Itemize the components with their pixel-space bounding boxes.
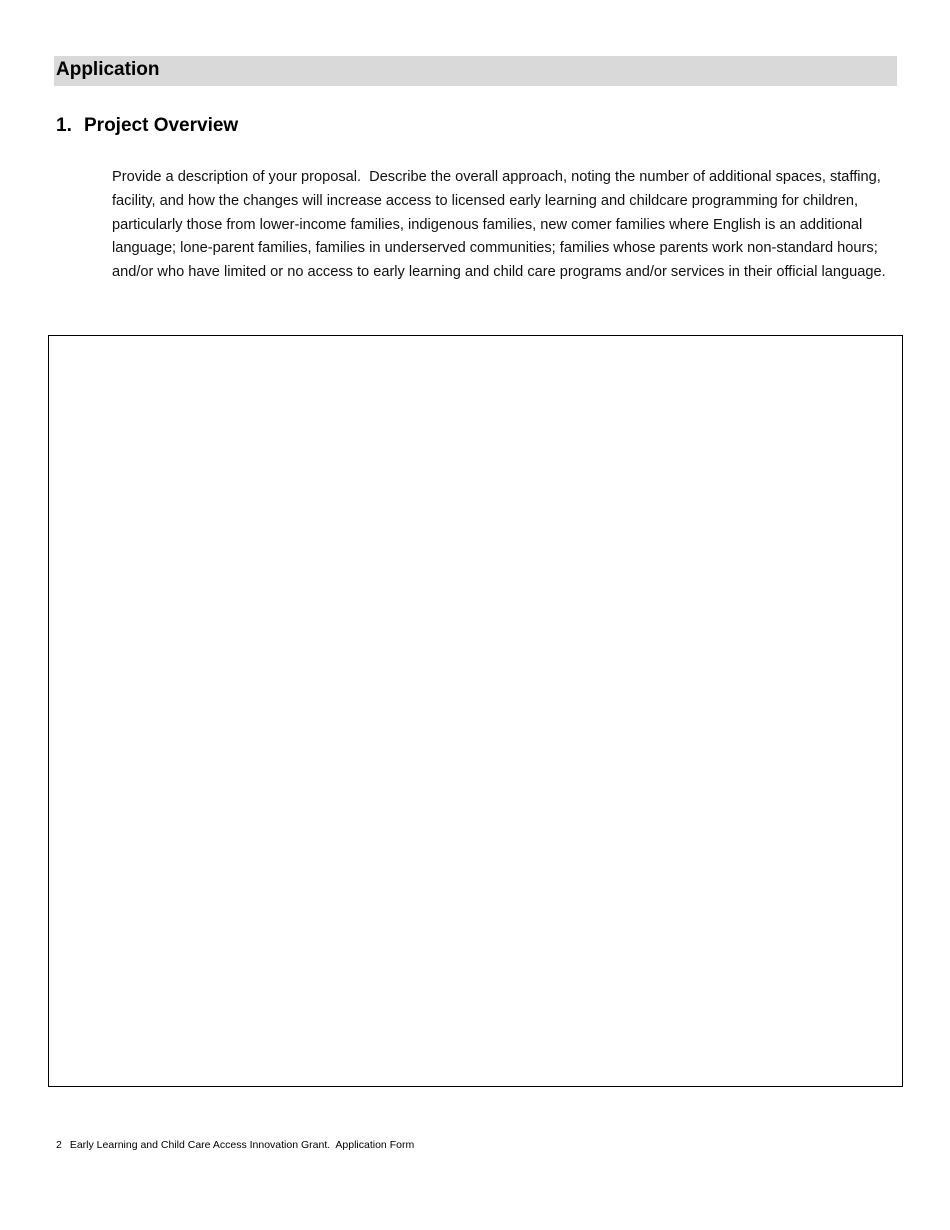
project-overview-response-field[interactable] (48, 335, 903, 1087)
question-number: 1. (56, 115, 72, 136)
footer-document-title: Early Learning and Child Care Access Innovation Grant. Application Form (69, 1139, 415, 1151)
question-title: Project Overview (84, 115, 239, 136)
question-instruction: Provide a description of your proposal. Describe the overall approach, noting the number of additional spaces, staffing, facility, and how the changes will increase access to licensed early learning and childcare programming for children, particularly those from lower-income families, indigenous families, new comer families where English is an additional language; lone-parent families, families in underserved communities; families whose parents work non-standard hours; and/or who have limited or no access to early learning and child care programs and/or services in their official language. (112, 169, 886, 281)
page-footer (56, 1138, 414, 1152)
footer-page-number: 2 (56, 1139, 62, 1151)
section-title: Application (56, 59, 160, 80)
question-heading (56, 113, 238, 139)
section-banner (54, 56, 897, 86)
